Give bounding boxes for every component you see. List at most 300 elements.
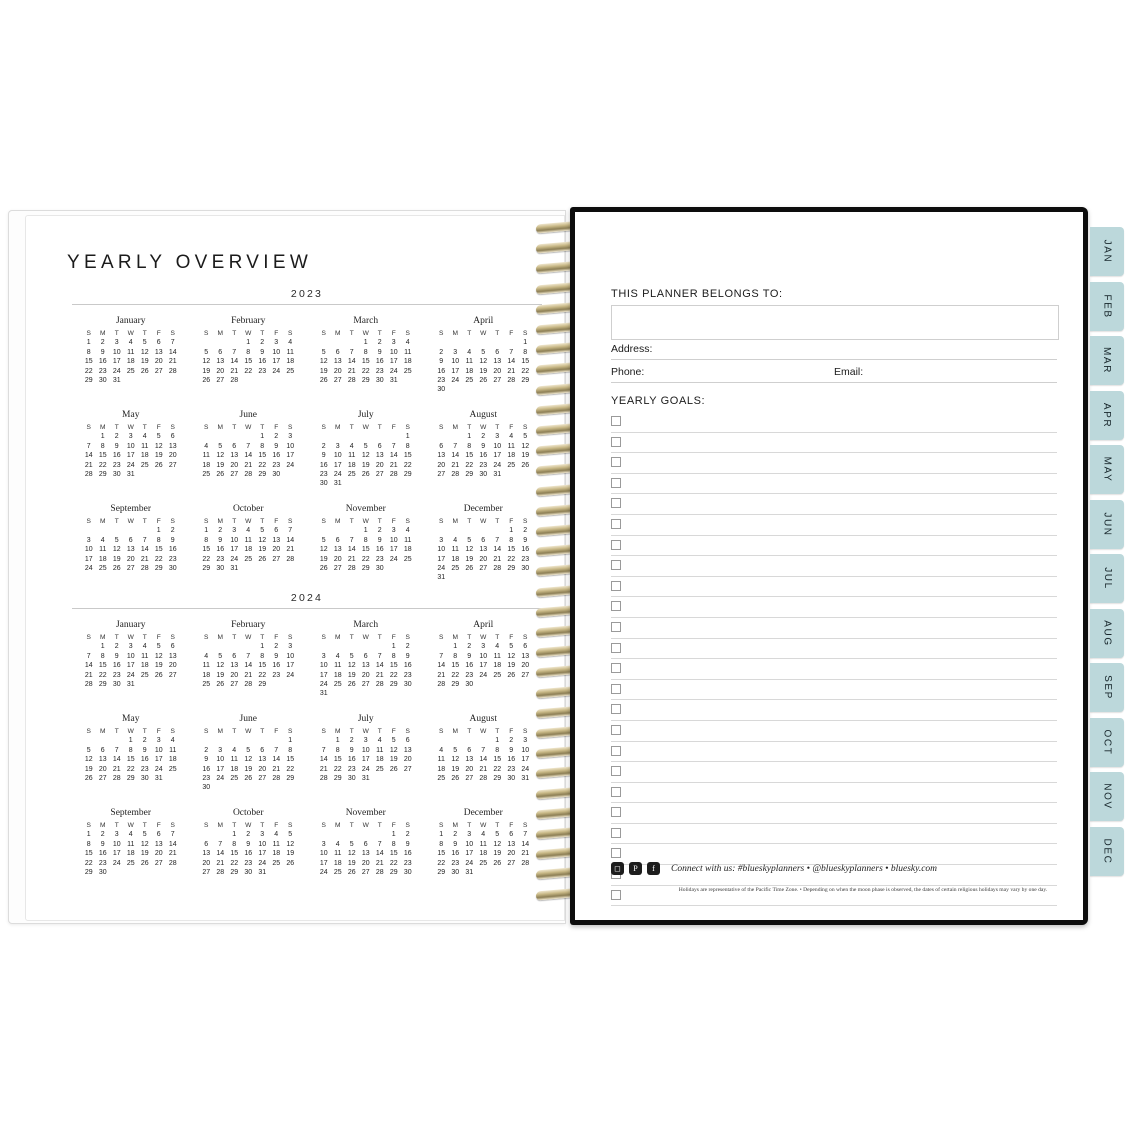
day-cell[interactable]: 11 <box>451 546 459 554</box>
day-cell[interactable]: 17 <box>258 850 267 858</box>
day-cell[interactable]: 31 <box>465 869 474 877</box>
day-cell[interactable]: 28 <box>375 681 384 689</box>
day-cell[interactable]: 20 <box>168 452 177 460</box>
day-cell[interactable]: 2 <box>467 643 472 651</box>
day-cell[interactable]: 27 <box>507 859 516 867</box>
day-cell[interactable]: 10 <box>333 452 342 460</box>
day-cell[interactable]: 25 <box>347 471 356 479</box>
day-cell[interactable]: 8 <box>246 348 251 356</box>
day-cell[interactable]: 30 <box>403 681 412 689</box>
goal-checkbox[interactable] <box>611 457 621 467</box>
day-cell[interactable]: 16 <box>375 546 384 554</box>
day-cell[interactable]: 24 <box>258 859 267 867</box>
day-cell[interactable]: 16 <box>168 546 177 554</box>
day-cell[interactable]: 6 <box>495 348 500 356</box>
day-cell[interactable]: 9 <box>467 652 472 660</box>
day-cell[interactable]: 2 <box>523 527 528 535</box>
day-cell[interactable]: 9 <box>377 536 382 544</box>
day-cell[interactable]: 26 <box>451 775 460 783</box>
day-cell[interactable]: 3 <box>495 433 500 441</box>
day-cell[interactable]: 8 <box>232 840 237 848</box>
day-cell[interactable]: 10 <box>389 348 398 356</box>
day-cell[interactable]: 27 <box>361 869 370 877</box>
day-cell[interactable]: 16 <box>451 850 460 858</box>
day-cell[interactable]: 20 <box>98 765 107 773</box>
day-cell[interactable]: 12 <box>493 840 502 848</box>
day-cell[interactable]: 3 <box>156 737 161 745</box>
day-cell[interactable]: 25 <box>98 565 107 573</box>
goal-checkbox[interactable] <box>611 581 621 591</box>
day-cell[interactable]: 17 <box>286 662 295 670</box>
day-cell[interactable]: 29 <box>389 869 398 877</box>
goal-row[interactable] <box>611 453 1057 474</box>
day-cell[interactable]: 3 <box>218 746 223 754</box>
day-cell[interactable]: 8 <box>86 840 91 848</box>
day-cell[interactable]: 5 <box>156 643 161 651</box>
day-cell[interactable]: 29 <box>521 377 530 385</box>
day-cell[interactable]: 27 <box>168 461 177 469</box>
day-cell[interactable]: 30 <box>465 681 474 689</box>
day-cell[interactable]: 11 <box>99 546 107 554</box>
day-cell[interactable]: 11 <box>465 358 473 366</box>
day-cell[interactable]: 21 <box>216 859 225 867</box>
day-cell[interactable]: 24 <box>319 681 328 689</box>
day-cell[interactable]: 16 <box>272 452 281 460</box>
day-cell[interactable]: 17 <box>319 859 328 867</box>
tab-nov[interactable] <box>1090 772 1124 821</box>
day-cell[interactable]: 9 <box>114 652 119 660</box>
day-cell[interactable]: 10 <box>126 652 135 660</box>
day-cell[interactable]: 27 <box>465 775 474 783</box>
day-cell[interactable]: 11 <box>141 442 149 450</box>
day-cell[interactable]: 14 <box>493 546 502 554</box>
day-cell[interactable]: 22 <box>465 461 474 469</box>
day-cell[interactable]: 24 <box>479 671 488 679</box>
day-cell[interactable]: 19 <box>84 765 93 773</box>
goal-row[interactable] <box>611 659 1057 680</box>
day-cell[interactable]: 27 <box>230 681 239 689</box>
day-cell[interactable]: 1 <box>453 643 458 651</box>
month-mini-calendar[interactable] <box>307 499 425 593</box>
day-cell[interactable]: 1 <box>86 339 91 347</box>
day-cell[interactable]: 19 <box>319 555 328 563</box>
day-cell[interactable]: 6 <box>467 746 472 754</box>
day-cell[interactable]: 5 <box>114 536 119 544</box>
day-cell[interactable]: 16 <box>403 850 412 858</box>
day-cell[interactable]: 23 <box>98 859 107 867</box>
day-cell[interactable]: 1 <box>246 339 251 347</box>
goal-row[interactable] <box>611 762 1057 783</box>
day-cell[interactable]: 23 <box>437 377 446 385</box>
day-cell[interactable]: 4 <box>439 746 444 754</box>
day-cell[interactable]: 19 <box>319 367 328 375</box>
day-cell[interactable]: 3 <box>114 339 119 347</box>
day-cell[interactable]: 13 <box>216 358 225 366</box>
day-cell[interactable]: 26 <box>389 765 398 773</box>
day-cell[interactable]: 30 <box>375 565 384 573</box>
day-cell[interactable]: 8 <box>405 442 410 450</box>
day-cell[interactable]: 27 <box>437 471 446 479</box>
day-cell[interactable]: 5 <box>391 737 396 745</box>
day-cell[interactable]: 15 <box>521 358 530 366</box>
day-cell[interactable]: 3 <box>335 442 340 450</box>
day-cell[interactable]: 11 <box>348 452 356 460</box>
day-cell[interactable]: 20 <box>230 671 239 679</box>
day-cell[interactable]: 7 <box>377 652 382 660</box>
day-cell[interactable]: 24 <box>451 377 460 385</box>
day-cell[interactable]: 28 <box>493 565 502 573</box>
day-cell[interactable]: 25 <box>202 681 211 689</box>
day-cell[interactable]: 14 <box>437 662 446 670</box>
day-cell[interactable]: 13 <box>521 652 530 660</box>
day-cell[interactable]: 11 <box>437 756 445 764</box>
day-cell[interactable]: 25 <box>272 859 281 867</box>
day-cell[interactable]: 19 <box>216 461 225 469</box>
day-cell[interactable]: 19 <box>216 671 225 679</box>
day-cell[interactable]: 10 <box>521 746 530 754</box>
day-cell[interactable]: 28 <box>347 377 356 385</box>
day-cell[interactable]: 24 <box>126 461 135 469</box>
day-cell[interactable]: 5 <box>509 643 514 651</box>
day-cell[interactable]: 29 <box>84 869 93 877</box>
day-cell[interactable]: 1 <box>391 831 396 839</box>
day-cell[interactable]: 30 <box>216 565 225 573</box>
day-cell[interactable]: 29 <box>126 775 135 783</box>
day-cell[interactable]: 17 <box>389 358 398 366</box>
day-cell[interactable]: 23 <box>319 471 328 479</box>
day-cell[interactable]: 22 <box>98 671 107 679</box>
day-cell[interactable]: 19 <box>154 452 163 460</box>
day-cell[interactable]: 20 <box>493 367 502 375</box>
day-cell[interactable]: 15 <box>202 546 211 554</box>
day-cell[interactable]: 4 <box>453 536 458 544</box>
day-cell[interactable]: 22 <box>361 555 370 563</box>
tab-jun[interactable] <box>1090 500 1124 549</box>
day-cell[interactable]: 7 <box>114 746 119 754</box>
day-cell[interactable]: 18 <box>333 859 342 867</box>
day-cell[interactable]: 16 <box>216 546 225 554</box>
day-cell[interactable]: 18 <box>451 555 460 563</box>
day-cell[interactable]: 7 <box>246 652 251 660</box>
day-cell[interactable]: 12 <box>84 756 93 764</box>
day-cell[interactable]: 15 <box>389 662 398 670</box>
day-cell[interactable]: 4 <box>481 831 486 839</box>
day-cell[interactable]: 9 <box>100 348 105 356</box>
day-cell[interactable]: 7 <box>246 442 251 450</box>
day-cell[interactable]: 29 <box>465 471 474 479</box>
day-cell[interactable]: 5 <box>467 536 472 544</box>
day-cell[interactable]: 14 <box>84 662 93 670</box>
goal-row[interactable] <box>611 742 1057 763</box>
day-cell[interactable]: 1 <box>204 527 209 535</box>
day-cell[interactable]: 16 <box>437 367 446 375</box>
day-cell[interactable]: 2 <box>405 643 410 651</box>
day-cell[interactable]: 21 <box>230 367 239 375</box>
day-cell[interactable]: 5 <box>453 746 458 754</box>
day-cell[interactable]: 21 <box>347 555 356 563</box>
day-cell[interactable]: 30 <box>479 471 488 479</box>
goal-row[interactable] <box>611 824 1057 845</box>
day-cell[interactable]: 24 <box>319 869 328 877</box>
day-cell[interactable]: 13 <box>493 358 502 366</box>
day-cell[interactable]: 10 <box>479 652 488 660</box>
day-cell[interactable]: 27 <box>98 775 107 783</box>
day-cell[interactable]: 1 <box>391 643 396 651</box>
day-cell[interactable]: 4 <box>274 831 279 839</box>
day-cell[interactable]: 9 <box>218 536 223 544</box>
day-cell[interactable]: 8 <box>128 746 133 754</box>
month-mini-calendar[interactable] <box>425 803 543 897</box>
day-cell[interactable]: 12 <box>154 442 163 450</box>
day-cell[interactable]: 20 <box>126 555 135 563</box>
day-cell[interactable]: 27 <box>258 775 267 783</box>
day-cell[interactable]: 12 <box>140 840 149 848</box>
day-cell[interactable]: 23 <box>272 671 281 679</box>
day-cell[interactable]: 28 <box>451 471 460 479</box>
day-cell[interactable]: 26 <box>216 471 225 479</box>
day-cell[interactable]: 16 <box>112 452 121 460</box>
tab-jan[interactable] <box>1090 227 1124 276</box>
day-cell[interactable]: 6 <box>170 433 175 441</box>
day-cell[interactable]: 1 <box>509 527 514 535</box>
day-cell[interactable]: 18 <box>168 756 177 764</box>
day-cell[interactable]: 10 <box>112 840 121 848</box>
day-cell[interactable]: 3 <box>128 433 133 441</box>
day-cell[interactable]: 30 <box>112 471 121 479</box>
day-cell[interactable]: 3 <box>232 527 237 535</box>
day-cell[interactable]: 22 <box>84 367 93 375</box>
day-cell[interactable]: 16 <box>479 452 488 460</box>
day-cell[interactable]: 12 <box>154 652 163 660</box>
day-cell[interactable]: 7 <box>377 840 382 848</box>
day-cell[interactable]: 3 <box>481 643 486 651</box>
day-cell[interactable]: 13 <box>437 452 446 460</box>
month-mini-calendar[interactable] <box>307 311 425 405</box>
day-cell[interactable]: 6 <box>156 831 161 839</box>
day-cell[interactable]: 28 <box>216 869 225 877</box>
day-cell[interactable]: 30 <box>202 784 211 792</box>
day-cell[interactable]: 10 <box>230 536 239 544</box>
tab-may[interactable] <box>1090 445 1124 494</box>
day-cell[interactable]: 25 <box>465 377 474 385</box>
day-cell[interactable]: 6 <box>335 348 340 356</box>
day-cell[interactable]: 12 <box>347 662 356 670</box>
day-cell[interactable]: 16 <box>375 358 384 366</box>
day-cell[interactable]: 23 <box>272 461 281 469</box>
month-mini-calendar[interactable] <box>307 615 425 709</box>
day-cell[interactable]: 30 <box>403 869 412 877</box>
day-cell[interactable]: 25 <box>168 765 177 773</box>
day-cell[interactable]: 26 <box>361 471 370 479</box>
day-cell[interactable]: 15 <box>437 850 446 858</box>
tab-jul[interactable] <box>1090 554 1124 603</box>
day-cell[interactable]: 15 <box>84 850 93 858</box>
day-cell[interactable]: 8 <box>523 348 528 356</box>
day-cell[interactable]: 10 <box>361 746 370 754</box>
goal-row[interactable] <box>611 639 1057 660</box>
day-cell[interactable]: 11 <box>202 452 210 460</box>
day-cell[interactable]: 30 <box>375 377 384 385</box>
day-cell[interactable]: 23 <box>375 367 384 375</box>
day-cell[interactable]: 27 <box>272 555 281 563</box>
day-cell[interactable]: 20 <box>437 461 446 469</box>
day-cell[interactable]: 30 <box>168 565 177 573</box>
tab-mar[interactable] <box>1090 336 1124 385</box>
day-cell[interactable]: 4 <box>377 737 382 745</box>
day-cell[interactable]: 31 <box>230 565 239 573</box>
day-cell[interactable]: 26 <box>507 671 516 679</box>
day-cell[interactable]: 14 <box>244 662 253 670</box>
day-cell[interactable]: 5 <box>218 442 223 450</box>
day-cell[interactable]: 13 <box>168 442 177 450</box>
day-cell[interactable]: 28 <box>272 775 281 783</box>
day-cell[interactable]: 30 <box>112 681 121 689</box>
day-cell[interactable]: 10 <box>319 850 328 858</box>
day-cell[interactable]: 20 <box>333 367 342 375</box>
day-cell[interactable]: 17 <box>126 662 135 670</box>
day-cell[interactable]: 2 <box>274 433 279 441</box>
day-cell[interactable]: 19 <box>286 850 295 858</box>
day-cell[interactable]: 24 <box>286 671 295 679</box>
day-cell[interactable]: 3 <box>453 348 458 356</box>
day-cell[interactable]: 26 <box>347 869 356 877</box>
day-cell[interactable]: 19 <box>465 555 474 563</box>
day-cell[interactable]: 2 <box>260 339 265 347</box>
day-cell[interactable]: 13 <box>154 840 163 848</box>
day-cell[interactable]: 1 <box>260 433 265 441</box>
day-cell[interactable]: 20 <box>230 461 239 469</box>
day-cell[interactable]: 20 <box>202 859 211 867</box>
goal-checkbox[interactable] <box>611 416 621 426</box>
day-cell[interactable]: 21 <box>84 461 93 469</box>
day-cell[interactable]: 21 <box>112 765 121 773</box>
day-cell[interactable]: 17 <box>493 452 502 460</box>
day-cell[interactable]: 30 <box>521 565 530 573</box>
day-cell[interactable]: 10 <box>437 546 446 554</box>
day-cell[interactable]: 9 <box>100 840 105 848</box>
day-cell[interactable]: 19 <box>493 850 502 858</box>
day-cell[interactable]: 13 <box>333 546 342 554</box>
day-cell[interactable]: 27 <box>168 671 177 679</box>
day-cell[interactable]: 7 <box>349 348 354 356</box>
day-cell[interactable]: 10 <box>286 652 295 660</box>
day-cell[interactable]: 24 <box>112 367 121 375</box>
day-cell[interactable]: 1 <box>523 339 528 347</box>
day-cell[interactable]: 21 <box>168 358 177 366</box>
day-cell[interactable]: 12 <box>112 546 121 554</box>
day-cell[interactable]: 15 <box>244 358 253 366</box>
day-cell[interactable]: 21 <box>437 671 446 679</box>
goal-checkbox[interactable] <box>611 725 621 735</box>
day-cell[interactable]: 20 <box>403 756 412 764</box>
day-cell[interactable]: 26 <box>84 775 93 783</box>
day-cell[interactable]: 26 <box>521 461 530 469</box>
day-cell[interactable]: 22 <box>333 765 342 773</box>
day-cell[interactable]: 17 <box>465 850 474 858</box>
month-mini-calendar[interactable] <box>72 499 190 593</box>
day-cell[interactable]: 2 <box>100 831 105 839</box>
day-cell[interactable]: 31 <box>126 471 135 479</box>
day-cell[interactable]: 18 <box>437 765 446 773</box>
day-cell[interactable]: 16 <box>465 662 474 670</box>
day-cell[interactable]: 7 <box>142 536 147 544</box>
day-cell[interactable]: 31 <box>493 471 502 479</box>
day-cell[interactable]: 6 <box>128 536 133 544</box>
month-mini-calendar[interactable] <box>72 311 190 405</box>
goal-checkbox[interactable] <box>611 890 621 900</box>
day-cell[interactable]: 23 <box>244 859 253 867</box>
day-cell[interactable]: 2 <box>100 339 105 347</box>
day-cell[interactable]: 14 <box>84 452 93 460</box>
day-cell[interactable]: 23 <box>479 461 488 469</box>
day-cell[interactable]: 4 <box>232 746 237 754</box>
day-cell[interactable]: 10 <box>126 442 135 450</box>
day-cell[interactable]: 14 <box>286 536 295 544</box>
day-cell[interactable]: 24 <box>493 461 502 469</box>
day-cell[interactable]: 21 <box>168 850 177 858</box>
day-cell[interactable]: 26 <box>244 775 253 783</box>
day-cell[interactable]: 30 <box>244 869 253 877</box>
day-cell[interactable]: 24 <box>216 775 225 783</box>
day-cell[interactable]: 21 <box>244 671 253 679</box>
day-cell[interactable]: 27 <box>154 859 163 867</box>
day-cell[interactable]: 27 <box>403 765 412 773</box>
day-cell[interactable]: 2 <box>204 746 209 754</box>
day-cell[interactable]: 8 <box>156 536 161 544</box>
day-cell[interactable]: 11 <box>404 348 412 356</box>
day-cell[interactable]: 6 <box>335 536 340 544</box>
day-cell[interactable]: 17 <box>333 461 342 469</box>
day-cell[interactable]: 24 <box>84 565 93 573</box>
day-cell[interactable]: 13 <box>333 358 342 366</box>
day-cell[interactable]: 11 <box>334 850 342 858</box>
day-cell[interactable]: 30 <box>347 775 356 783</box>
month-mini-calendar[interactable] <box>425 615 543 709</box>
day-cell[interactable]: 28 <box>437 681 446 689</box>
day-cell[interactable]: 12 <box>216 662 225 670</box>
day-cell[interactable]: 6 <box>232 442 237 450</box>
day-cell[interactable]: 1 <box>335 737 340 745</box>
day-cell[interactable]: 5 <box>481 348 486 356</box>
day-cell[interactable]: 5 <box>142 339 147 347</box>
day-cell[interactable]: 11 <box>202 662 210 670</box>
day-cell[interactable]: 7 <box>274 746 279 754</box>
day-cell[interactable]: 9 <box>321 452 326 460</box>
day-cell[interactable]: 9 <box>260 348 265 356</box>
day-cell[interactable]: 30 <box>437 386 446 394</box>
day-cell[interactable]: 5 <box>204 348 209 356</box>
day-cell[interactable]: 3 <box>321 652 326 660</box>
day-cell[interactable]: 11 <box>230 756 238 764</box>
day-cell[interactable]: 23 <box>216 555 225 563</box>
day-cell[interactable]: 9 <box>481 442 486 450</box>
day-cell[interactable]: 25 <box>286 367 295 375</box>
day-cell[interactable]: 6 <box>274 527 279 535</box>
day-cell[interactable]: 20 <box>168 662 177 670</box>
day-cell[interactable]: 22 <box>258 671 267 679</box>
day-cell[interactable]: 19 <box>521 452 530 460</box>
day-cell[interactable]: 8 <box>363 348 368 356</box>
day-cell[interactable]: 15 <box>126 756 135 764</box>
day-cell[interactable]: 15 <box>258 452 267 460</box>
day-cell[interactable]: 11 <box>479 840 487 848</box>
day-cell[interactable]: 28 <box>168 367 177 375</box>
day-cell[interactable]: 23 <box>112 461 121 469</box>
day-cell[interactable]: 6 <box>218 348 223 356</box>
day-cell[interactable]: 16 <box>521 546 530 554</box>
day-cell[interactable]: 19 <box>361 461 370 469</box>
day-cell[interactable]: 21 <box>521 850 530 858</box>
